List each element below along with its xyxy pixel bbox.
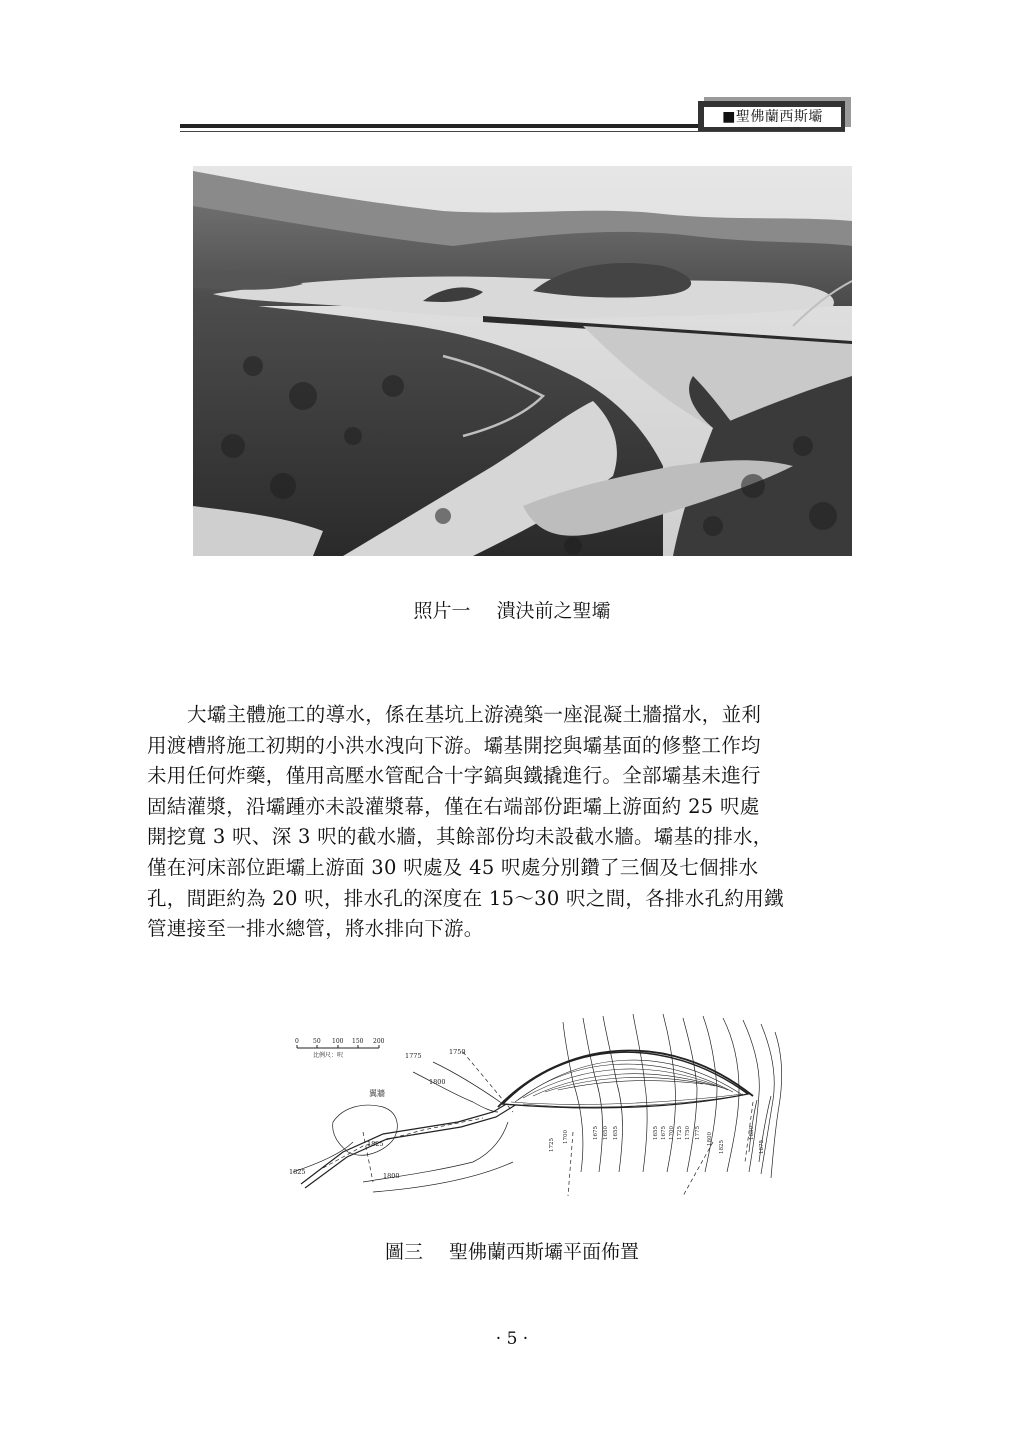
dam-body xyxy=(498,1051,753,1108)
scale-tick: 50 xyxy=(313,1038,321,1045)
scale-label: 比例尺：呎 xyxy=(313,1052,344,1059)
scale-tick: 150 xyxy=(352,1038,364,1045)
figure-caption-text: 聖佛蘭西斯壩平面佈置 xyxy=(449,1241,640,1263)
wing-wall-label: 翼牆 xyxy=(369,1089,385,1098)
contour-label: 1750 xyxy=(449,1048,466,1056)
contour-label: 1650 xyxy=(603,1126,609,1140)
scale-tick: 100 xyxy=(332,1038,344,1045)
body-paragraph xyxy=(147,700,882,945)
contour-label: 1655 xyxy=(653,1126,659,1140)
contour-label: 1800 xyxy=(707,1132,713,1146)
contour-label: 1800 xyxy=(383,1172,400,1180)
header-title: 聖佛蘭西斯壩 xyxy=(735,109,823,125)
header-marker: ■ xyxy=(722,109,736,125)
photo-caption xyxy=(0,596,1024,623)
paragraph-line: 僅在河床部位距壩上游面 30 呎處及 45 呎處分別鑽了三個及七個排水 xyxy=(147,855,759,879)
dam-landscape-photo xyxy=(193,166,852,556)
paragraph-line: 固結灌漿，沿壩踵亦未設灌漿幕，僅在右端部份距壩上游面約 25 呎處 xyxy=(147,794,760,818)
scale-tick: 200 xyxy=(373,1038,385,1045)
page-number: · 5 · xyxy=(495,1329,529,1349)
scale-bar xyxy=(295,1038,385,1059)
contour-label: 1655 xyxy=(613,1126,619,1140)
contour-label: 1700 xyxy=(669,1126,675,1140)
dam-plan-drawing xyxy=(283,1012,783,1196)
contour-label: 1775 xyxy=(405,1052,422,1060)
contour-label: 1800 xyxy=(429,1078,446,1086)
contour-label: 1775 xyxy=(695,1126,701,1140)
contour-label: 1850 xyxy=(749,1126,755,1140)
scale-tick: 0 xyxy=(295,1038,299,1045)
paragraph-line: 用渡槽將施工初期的小洪水洩向下游。壩基開挖與壩基面的修整工作均 xyxy=(147,733,761,757)
paragraph-line: 未用任何炸藥，僅用高壓水管配合十字鎬與鐵撬進行。全部壩基未進行 xyxy=(147,764,761,788)
paragraph-line: 孔，間距約為 20 呎，排水孔的深度在 15～30 呎之間，各排水孔約用鐵 xyxy=(147,886,784,910)
contour-labels-right xyxy=(549,1126,765,1154)
contour-label: 1825 xyxy=(367,1140,384,1148)
photo-caption-label: 照片一 xyxy=(413,600,471,622)
figure-caption xyxy=(0,1237,1024,1264)
running-header xyxy=(703,106,842,128)
paragraph-line: 開挖寬 3 呎、深 3 呎的截水牆，其餘部份均未設截水牆。壩基的排水， xyxy=(147,825,773,849)
header-rule-thin xyxy=(180,131,845,132)
plan-svg xyxy=(283,1012,783,1196)
contour-label: 1750 xyxy=(685,1126,691,1140)
figure-caption-label: 圖三 xyxy=(384,1241,423,1263)
contour-label: 1700 xyxy=(563,1130,569,1144)
paragraph-line: 大壩主體施工的導水，係在基坑上游澆築一座混凝土牆擋水，並利 xyxy=(187,703,762,726)
photo-caption-text: 潰決前之聖壩 xyxy=(496,600,611,622)
contour-label: 1725 xyxy=(549,1138,555,1152)
paragraph-line: 管連接至一排水總管，將水排向下游。 xyxy=(147,917,484,941)
contour-label: 1675 xyxy=(661,1126,667,1140)
contour-label: 1725 xyxy=(677,1126,683,1140)
contour-label: 1675 xyxy=(593,1126,599,1140)
dam-photo xyxy=(193,166,852,556)
contour-label: 1825 xyxy=(719,1140,725,1154)
contour-label: 1875 xyxy=(759,1140,765,1154)
contour-label: 1825 xyxy=(289,1168,306,1176)
